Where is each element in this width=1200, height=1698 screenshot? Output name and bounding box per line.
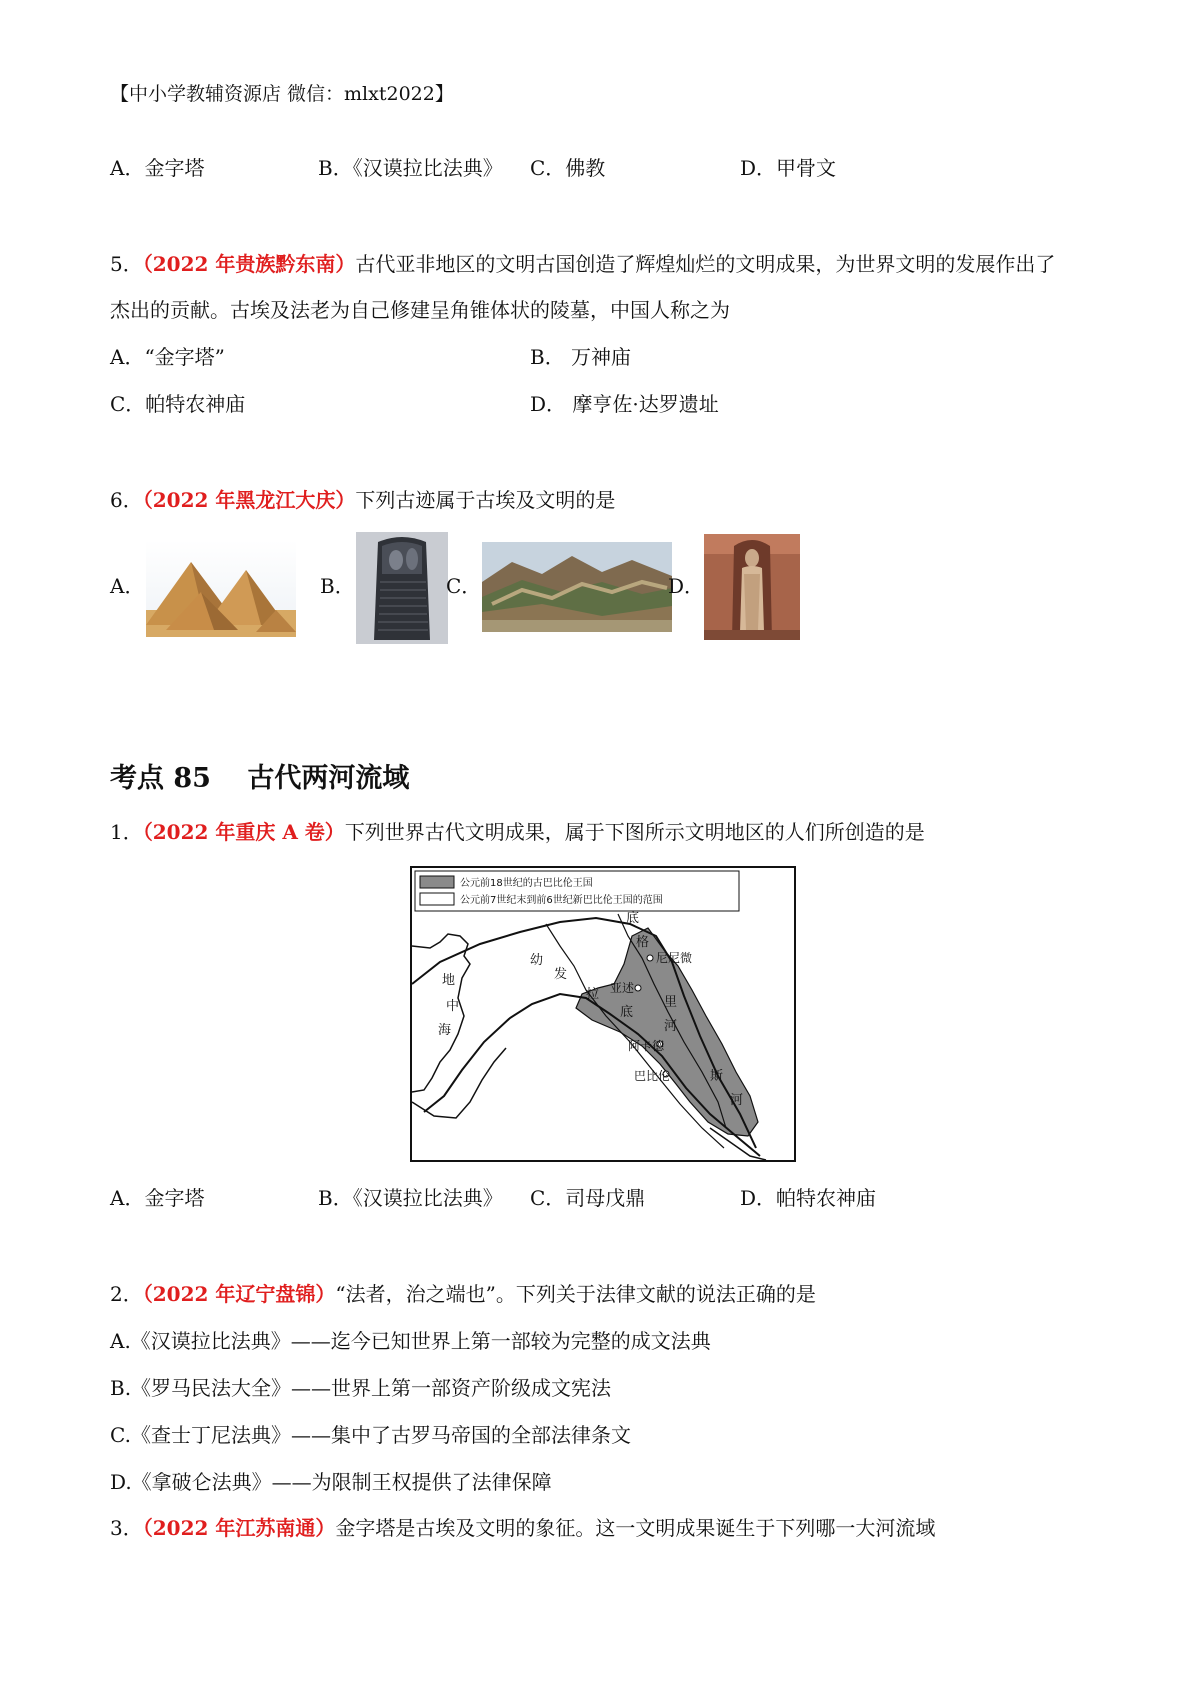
q5-text-line2: 杰出的贡献。古埃及法老为自己修建呈角锥体状的陵墓，中国人称之为: [110, 298, 730, 322]
map-label-you: 幼: [530, 953, 544, 968]
q4-option-a: A．金字塔: [110, 156, 205, 180]
pyramids-image: [146, 540, 296, 637]
s2-text: “法者，治之端也”。下列关于法律文献的说法正确的是: [335, 1282, 816, 1306]
legend-new-babylon: 公元前7世纪末到前6世纪新巴比伦王国的范围: [460, 895, 663, 906]
q5-stem: [110, 250, 1055, 278]
s2-option-d: D.《拿破仑法典》——为限制王权提供了法律保障: [110, 1470, 552, 1494]
s2-option-b: B.《罗马民法大全》——世界上第一部资产阶级成文宪法: [110, 1376, 612, 1400]
q5-number: 5．: [110, 252, 143, 276]
s2-number: 2．: [110, 1282, 143, 1306]
q4-option-b: B．《汉谟拉比法典》: [318, 156, 503, 180]
q5-source: （2022 年贵族黔东南）: [142, 252, 356, 276]
map-label-li: 里: [664, 995, 678, 1010]
s1-option-c: C．司母戊鼎: [530, 1186, 646, 1210]
hammurabi-stele-image: [356, 532, 448, 644]
map-label-diling: 底: [626, 911, 640, 926]
map-label-akade: 阿卡德: [628, 1039, 665, 1053]
q5-option-b: B． 万神庙: [530, 345, 632, 369]
map-label-hai: 海: [438, 1023, 452, 1038]
header-watermark: 【中小学教辅资源店 微信：mlxt2022】: [110, 83, 454, 105]
s2-source: （2022 年辽宁盘锦）: [142, 1282, 336, 1306]
s2-stem: [110, 1280, 816, 1308]
map-label-di2: 底: [620, 1005, 634, 1020]
q5-text-line1: 古代亚非地区的文明古国创造了辉煌灿烂的文明成果，为世界文明的发展作出了: [355, 252, 1056, 276]
q6-option-b-label: B．: [320, 574, 355, 598]
s3-number: 3．: [110, 1516, 143, 1540]
map-label-he: 河: [664, 1019, 678, 1034]
q4-option-d: D．甲骨文: [740, 156, 837, 180]
s1-text: 下列世界古代文明成果，属于下图所示文明地区的人们所创造的是: [344, 820, 925, 844]
map-label-zhong: 中: [446, 999, 460, 1014]
bamiyan-buddha-image: [704, 534, 800, 640]
q6-text: 下列古迹属于古埃及文明的是: [355, 488, 616, 512]
s1-stem: [110, 818, 925, 846]
q5-option-a: A．“金字塔”: [110, 345, 225, 369]
q6-source: （2022 年黑龙江大庆）: [142, 488, 356, 512]
map-label-yashu: 亚述: [610, 981, 635, 995]
q5-option-c: C．帕特农神庙: [110, 392, 246, 416]
s2-option-c: C.《查士丁尼法典》——集中了古罗马帝国的全部法律条文: [110, 1423, 631, 1447]
q5-option-d: D． 摩亨佐·达罗遗址: [530, 392, 719, 416]
s1-number: 1．: [110, 820, 143, 844]
map-label-babylon: 巴比伦: [634, 1069, 671, 1083]
section-heading: 考点 85 古代两河流域: [110, 763, 410, 794]
s1-option-b: B．《汉谟拉比法典》: [318, 1186, 503, 1210]
s3-text: 金字塔是古埃及文明的象征。这一文明成果诞生于下列哪一大河流域: [335, 1516, 936, 1540]
map-label-si: 斯: [710, 1069, 724, 1084]
q6-number: 6．: [110, 488, 143, 512]
map-label-ninewei: 尼尼微: [656, 951, 693, 965]
q6-option-a-label: A．: [110, 574, 145, 598]
map-label-di: 地: [442, 973, 456, 988]
great-wall-image: [482, 542, 672, 632]
q6-option-d-label: D．: [668, 574, 705, 598]
mesopotamia-map: [410, 866, 796, 1162]
q6-stem: [110, 486, 615, 514]
s1-option-a: A．金字塔: [110, 1186, 205, 1210]
s3-source: （2022 年江苏南通）: [142, 1516, 336, 1540]
s2-option-a: A.《汉谟拉比法典》——迄今已知世界上第一部较为完整的成文法典: [110, 1329, 711, 1353]
map-label-he2: 河: [730, 1093, 744, 1108]
s3-stem: [110, 1514, 935, 1542]
q4-option-c: C．佛教: [530, 156, 606, 180]
s1-source: （2022 年重庆 A 卷）: [142, 820, 345, 844]
legend-old-babylon: 公元前18世纪的古巴比伦王国: [460, 878, 593, 889]
map-label-ge: 格: [636, 935, 650, 950]
map-label-fa: 发: [554, 967, 568, 982]
q6-option-c-label: C．: [446, 574, 482, 598]
s1-option-d: D．帕特农神庙: [740, 1186, 877, 1210]
map-label-la: 拉: [586, 987, 600, 1002]
